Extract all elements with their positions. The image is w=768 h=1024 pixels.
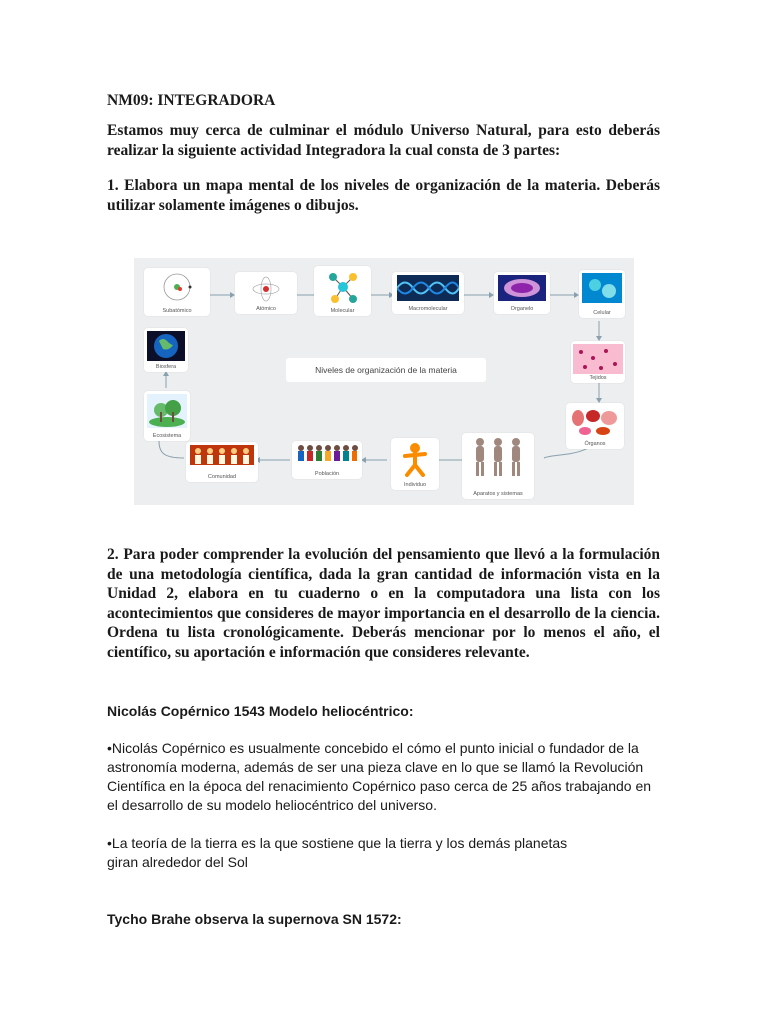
mind-map-image: [134, 258, 634, 505]
population-icon: [296, 444, 358, 462]
bullet-copernico-1: •Nicolás Copérnico es usualmente concebido el cómo el punto inicial o fundador de la astronomía moderna, además de ser una pieza clave en lo que se llamó la Revolución Científica en la época del renacimiento Copérnico paso cerca de 25 años trabajando en el desarrollo de su modelo heliocéntrico del universo.: [107, 740, 652, 813]
person-icon: [397, 441, 433, 477]
atom-icon: [246, 275, 286, 303]
node-molecular: Molecular: [314, 266, 371, 316]
node-organelo: Organelo: [494, 272, 550, 314]
node-biosfera: Biosfera: [144, 328, 188, 372]
ecosystem-icon: [147, 394, 187, 428]
molecule-icon: [323, 269, 363, 305]
node-comunidad: Comunidad: [186, 442, 258, 482]
node-macromolecular: Macromolecular: [392, 272, 464, 314]
mind-map-title: Niveles de organización de la materia: [286, 358, 486, 382]
body-systems-icon: [468, 436, 528, 478]
earth-icon: [147, 331, 185, 361]
organelle-icon: [498, 275, 546, 301]
node-aparatos-y-sistemas: Aparatos y sistemas: [462, 433, 534, 499]
document-heading: NM09: INTEGRADORA: [107, 92, 276, 109]
node-atomico: Atómico: [235, 272, 297, 314]
organs-icon: [569, 406, 621, 436]
tissue-icon: [573, 344, 623, 374]
node-poblacion: Población: [292, 441, 362, 479]
intro-paragraph: Estamos muy cerca de culminar el módulo Universo Natural, para esto deberás realizar la siguiente actividad Integradora la cual consta de 3 partes:: [107, 122, 660, 159]
node-celular: Celular: [579, 270, 625, 318]
section-title-tycho-brahe: Tycho Brahe observa la supernova SN 1572:: [107, 911, 402, 927]
node-tejidos: Tejidos: [571, 341, 625, 383]
node-individuo: Individuo: [391, 438, 439, 490]
node-organos: Órganos: [566, 403, 624, 449]
section-title-copernico: Nicolás Copérnico 1543 Modelo heliocéntrico:: [107, 703, 414, 719]
node-subatomico: Subatómico: [144, 268, 210, 316]
part-1-instruction: 1. Elabora un mapa mental de los niveles de organización de la materia. Deberás utilizar solamente imágenes o dibujos.: [107, 177, 660, 214]
dna-icon: [397, 275, 459, 301]
atom-orbit-icon: [157, 271, 197, 303]
part-2-instruction: 2. Para poder comprender la evolución del pensamiento que llevó a la formulación de una metodología científica, dada la gran cantidad de información vista en la Unidad 2, elabora en tu cuaderno o en la computadora una lista con los acontecimientos que consideres de mayor importancia en el desarrollo de la ciencia. Ordena tu lista cronológicamente. Deberás mencionar por lo menos el año, el científico, su aportación e información que consideres relevante.: [107, 546, 660, 661]
cell-icon: [582, 273, 622, 303]
node-ecosistema: Ecosistema: [144, 391, 190, 441]
community-icon: [190, 445, 254, 465]
bullet-copernico-2: •La teoría de la tierra es la que sostiene que la tierra y los demás planetas giran alrededor del Sol: [107, 835, 568, 870]
